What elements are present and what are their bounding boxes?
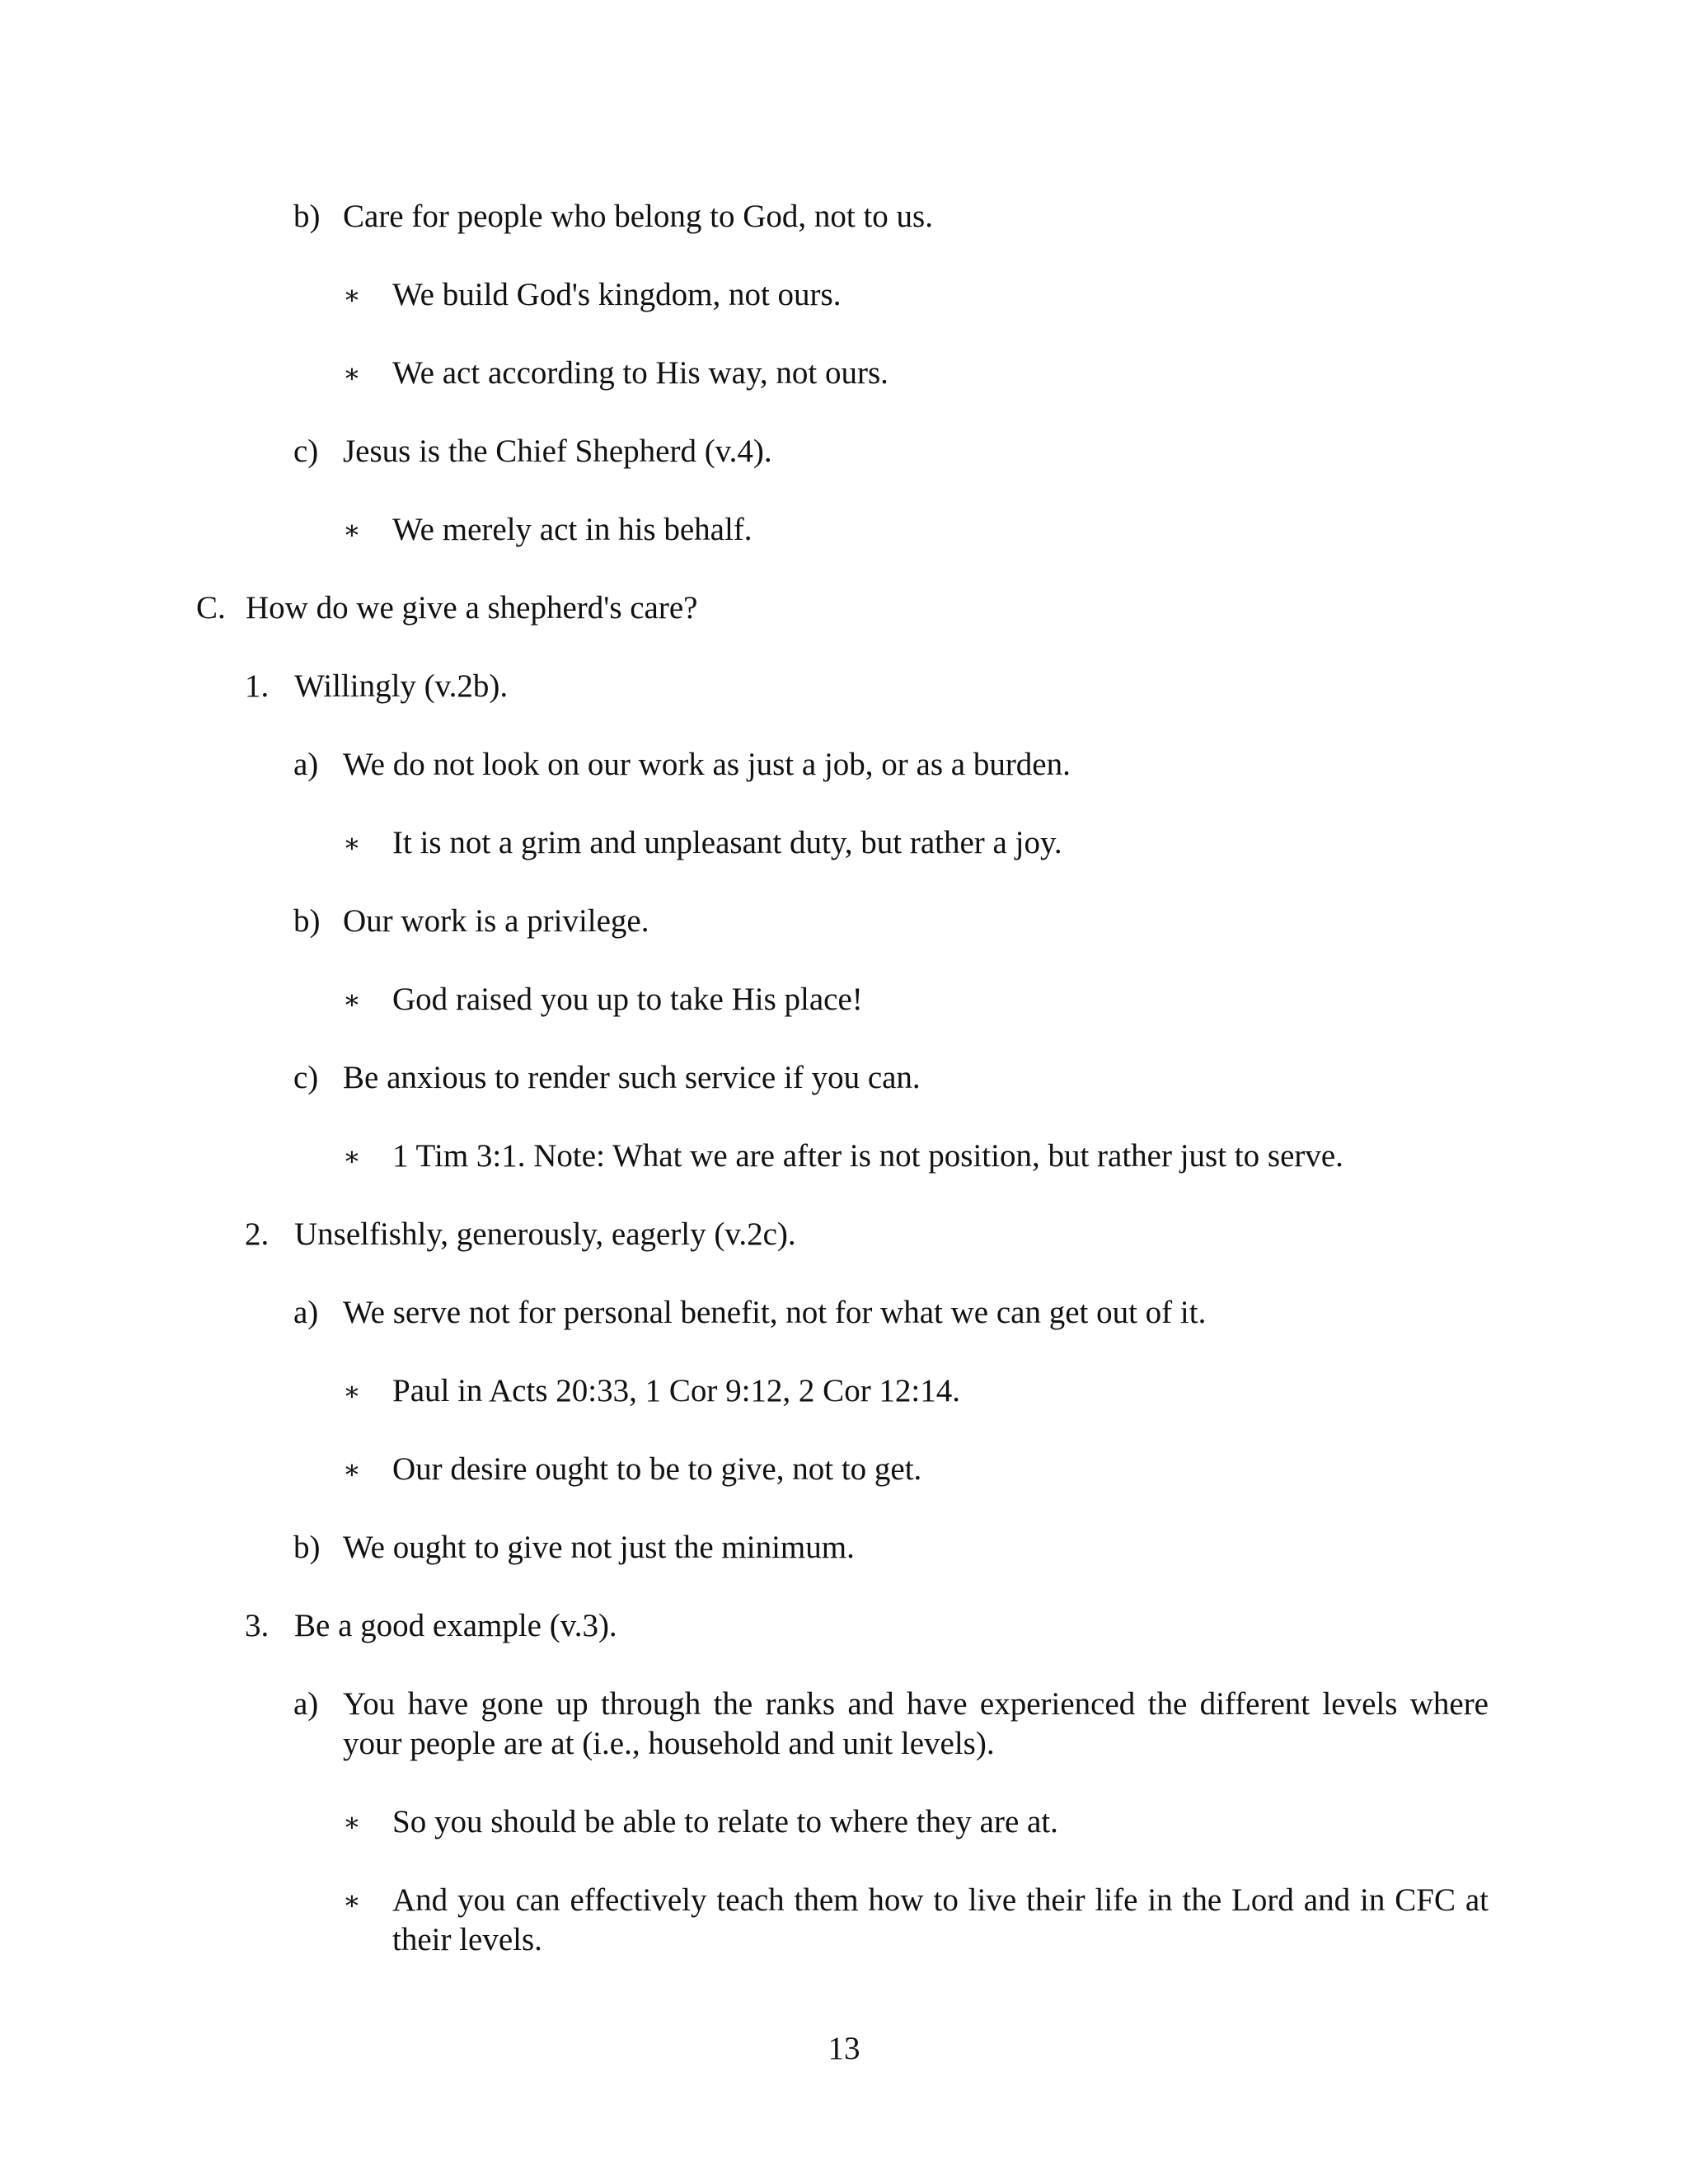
item-marker: b)	[293, 1530, 321, 1565]
item-text: We act according to His way, not ours.	[392, 355, 889, 391]
item-marker: b)	[293, 199, 321, 234]
item-text: Our work is a privilege.	[343, 903, 649, 939]
item-marker: c)	[293, 1060, 319, 1095]
item-text: Be a good example (v.3).	[294, 1608, 617, 1643]
item-text: It is not a grim and unpleasant duty, but rather a joy.	[392, 825, 1062, 860]
item-text: Unselfishly, generously, eagerly (v.2c).	[294, 1216, 796, 1252]
item-text: We merely act in his behalf.	[392, 512, 753, 547]
item-text: Our desire ought to be to give, not to get.	[392, 1451, 922, 1487]
bullet-marker: ∗	[343, 1141, 361, 1171]
item-marker: b)	[293, 903, 321, 939]
item-marker: a)	[293, 1686, 319, 1722]
item-text: We do not look on our work as just a job, or as a burden.	[343, 747, 1071, 782]
bullet-marker: ∗	[343, 1807, 361, 1837]
item-marker: 2.	[245, 1216, 270, 1252]
item-text: We serve not for personal benefit, not for what we can get out of it.	[343, 1295, 1207, 1330]
item-text: We build God's kingdom, not ours.	[392, 277, 842, 312]
item-text: Care for people who belong to God, not to us.	[343, 199, 933, 234]
item-text: Be anxious to render such service if you can.	[343, 1060, 921, 1095]
item-text: 1 Tim 3:1. Note: What we are after is not position, but rather just to serve.	[392, 1138, 1343, 1174]
item-text: Paul in Acts 20:33, 1 Cor 9:12, 2 Cor 12:14.	[392, 1373, 961, 1408]
item-text: Willingly (v.2b).	[294, 668, 509, 704]
section-text: How do we give a shepherd's care?	[246, 590, 698, 626]
bullet-marker: ∗	[343, 1455, 361, 1484]
item-marker: 3.	[245, 1608, 270, 1643]
bullet-marker: ∗	[343, 828, 361, 858]
bullet-marker: ∗	[343, 985, 361, 1015]
item-marker: a)	[293, 747, 319, 782]
item-text: You have gone up through the ranks and have experienced the different levels where your people are at (i.e., household and unit levels).	[343, 1686, 1489, 1761]
bullet-marker: ∗	[343, 1376, 361, 1406]
item-marker: 1.	[245, 668, 270, 704]
page-number: 13	[828, 2031, 860, 2066]
bullet-marker: ∗	[343, 515, 361, 545]
item-text: Jesus is the Chief Shepherd (v.4).	[343, 434, 772, 469]
item-text: We ought to give not just the minimum.	[343, 1530, 855, 1565]
bullet-marker: ∗	[343, 280, 361, 310]
bullet-marker: ∗	[343, 1886, 361, 1915]
section-marker: C.	[196, 590, 226, 626]
bullet-marker: ∗	[343, 359, 361, 388]
item-text: God raised you up to take His place!	[392, 982, 863, 1017]
item-text: So you should be able to relate to where they are at.	[392, 1804, 1058, 1840]
item-text: And you can effectively teach them how to live their life in the Lord and in CFC at their levels.	[392, 1882, 1489, 1957]
item-marker: c)	[293, 434, 319, 469]
item-marker: a)	[293, 1295, 319, 1330]
